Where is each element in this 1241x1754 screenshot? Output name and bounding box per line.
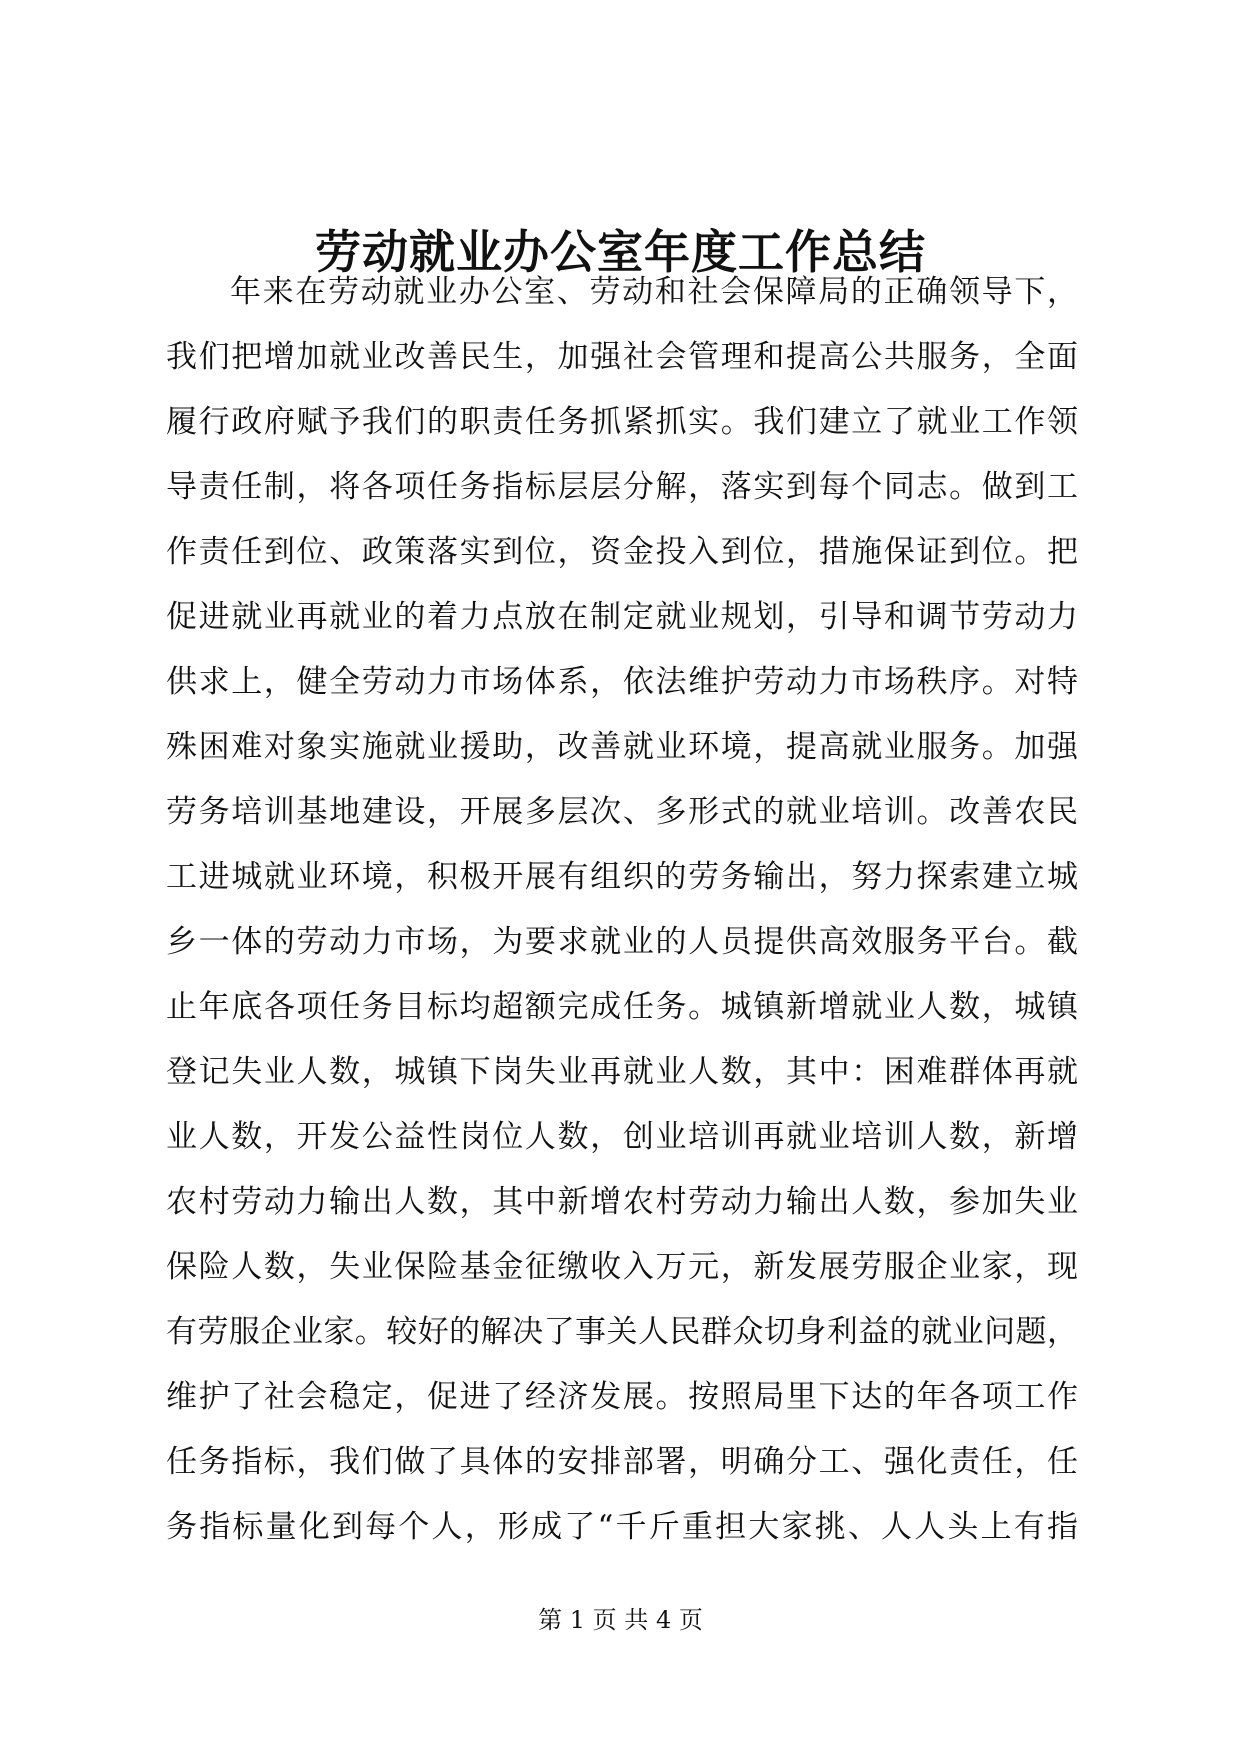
body-line: 任务指标，我们做了具体的安排部署，明确分工、强化责任，任: [166, 1444, 1078, 1480]
body-line: 促进就业再就业的着力点放在制定就业规划，引导和调节劳动力: [166, 599, 1078, 635]
body-line: 殊困难对象实施就业援助，改善就业环境，提高就业服务。加强: [166, 729, 1078, 765]
document-title: 劳动就业办公室年度工作总结: [315, 225, 926, 279]
body-line: 业人数，开发公益性岗位人数，创业培训再就业培训人数，新增: [166, 1119, 1078, 1155]
page-number-footer: 第 1 页 共 4 页: [538, 1606, 703, 1634]
body-line: 劳务培训基地建设，开展多层次、多形式的就业培训。改善农民: [166, 794, 1078, 830]
body-line: 维护了社会稳定，促进了经济发展。按照局里下达的年各项工作: [166, 1379, 1078, 1415]
body-line: 工进城就业环境，积极开展有组织的劳务输出，努力探索建立城: [166, 859, 1078, 895]
body-line: 履行政府赋予我们的职责任务抓紧抓实。我们建立了就业工作领: [166, 404, 1078, 440]
body-line: 保险人数，失业保险基金征缴收入万元，新发展劳服企业家，现: [166, 1249, 1078, 1285]
body-line: 年来在劳动就业办公室、劳动和社会保障局的正确领导下，: [230, 274, 1078, 310]
body-line: 有劳服企业家。较好的解决了事关人民群众切身利益的就业问题，: [166, 1314, 1078, 1350]
body-line: 供求上，健全劳动力市场体系，依法维护劳动力市场秩序。对特: [166, 664, 1078, 700]
body-line: 乡一体的劳动力市场，为要求就业的人员提供高效服务平台。截: [166, 924, 1078, 960]
document-body: [166, 260, 1078, 1560]
body-line: 导责任制，将各项任务指标层层分解，落实到每个同志。做到工: [166, 469, 1078, 505]
body-line: 登记失业人数，城镇下岗失业再就业人数，其中：困难群体再就: [166, 1054, 1078, 1090]
body-line: 我们把增加就业改善民生，加强社会管理和提高公共服务，全面: [166, 339, 1078, 375]
body-line: 农村劳动力输出人数，其中新增农村劳动力输出人数，参加失业: [166, 1184, 1078, 1220]
body-line: 作责任到位、政策落实到位，资金投入到位，措施保证到位。把: [166, 534, 1078, 570]
body-line: 务指标量化到每个人，形成了“千斤重担大家挑、人人头上有指: [166, 1509, 1078, 1545]
body-line: 止年底各项任务目标均超额完成任务。城镇新增就业人数，城镇: [166, 989, 1078, 1025]
